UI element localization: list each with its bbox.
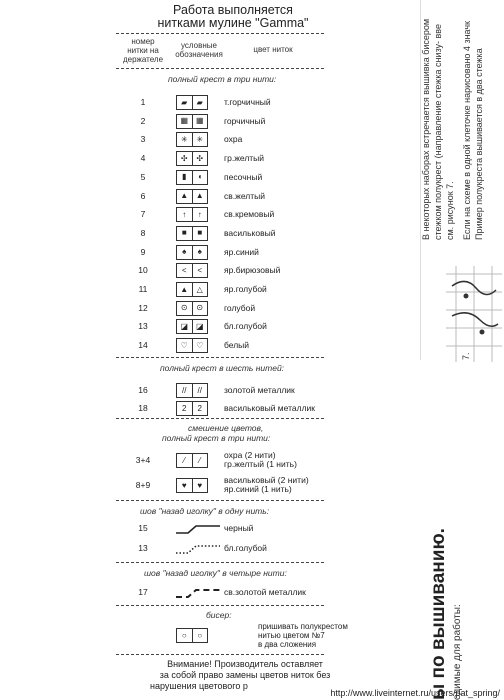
symbol-icon: // <box>197 385 202 395</box>
divider <box>116 654 324 655</box>
thread-color-name: яр.бирюзовый <box>224 265 281 276</box>
symbol-icon: ⁄ <box>199 455 201 465</box>
symbol-box <box>176 319 208 334</box>
beads-text-line: пришивать полукрестом <box>258 622 348 631</box>
thread-row <box>120 400 420 416</box>
beads-instructions <box>258 622 348 649</box>
symbol-icon: ▰ <box>196 97 203 107</box>
thread-number: 15 <box>138 523 148 533</box>
thread-row <box>120 281 420 297</box>
symbol-icon: 2 <box>177 402 193 415</box>
footer-line-2: за собой право замены цветов ниток без <box>159 670 331 680</box>
symbol-box <box>176 478 208 493</box>
bead-icon: ○ <box>177 629 193 642</box>
thread-number: 7 <box>140 209 146 220</box>
symbol-icon: ♡ <box>196 340 204 350</box>
symbol-icon: ◪ <box>177 320 193 333</box>
bead-icon: ○ <box>197 630 203 640</box>
divider <box>116 605 324 606</box>
backstitch-dotted-line <box>174 542 222 556</box>
title-line-1: Работа выполняется <box>173 3 293 17</box>
thread-number: 12 <box>138 302 148 313</box>
section-beads: бисер: <box>206 610 232 620</box>
symbol-box <box>176 453 208 468</box>
thread-number: 9 <box>140 246 146 257</box>
thread-number: 10 <box>138 265 148 276</box>
symbol-icon: ◖ <box>197 172 203 182</box>
header-line: условные <box>181 41 217 50</box>
thread-color-name: охра <box>224 134 243 145</box>
thread-number: 13 <box>138 543 148 553</box>
symbol-box <box>176 132 208 147</box>
symbol-box <box>176 151 208 166</box>
thread-row <box>120 262 420 278</box>
symbol-icon: ▲ <box>177 190 193 203</box>
thread-number: 16 <box>138 385 148 395</box>
symbol-box <box>176 383 208 398</box>
section-mix-line-1: смешение цветов, <box>188 423 264 433</box>
mix-color-secondary: яр.синий (1 нить) <box>224 484 292 494</box>
thread-row <box>120 150 420 166</box>
backstitch-solid-line <box>174 522 222 536</box>
divider <box>116 418 324 419</box>
header-color: цвет ниток <box>253 45 293 54</box>
right-text-2: стежком полукрест (направление стежка снизу- вве <box>433 24 443 240</box>
footer-line-1: Внимание! Производитель оставляет <box>167 659 323 669</box>
thread-number: 8 <box>140 227 146 238</box>
thread-color-name: яр.голубой <box>224 284 267 294</box>
bottom-rotated-subtitle: одимые для работы: <box>452 604 463 700</box>
thread-color-name: яр.синий <box>224 246 259 257</box>
thread-color-name: бл.голубой <box>224 321 267 332</box>
section-mix-line-2: полный крест в три нити: <box>162 433 271 443</box>
figure-label: 7. <box>461 352 471 360</box>
thread-number: 13 <box>138 321 148 332</box>
thread-color-name: гр.желтый <box>224 153 265 164</box>
thread-color-name: св.золотой металлик <box>224 587 306 597</box>
symbol-icon: ↑ <box>197 209 202 219</box>
symbol-icon: △ <box>196 284 203 294</box>
thread-row <box>120 131 420 147</box>
title-line-2: нитками мулине "Gamma" <box>157 16 309 30</box>
thread-number: 2 <box>140 115 146 126</box>
header-line: держателе <box>122 55 164 64</box>
thread-row <box>120 188 420 204</box>
divider <box>116 562 324 563</box>
bottom-rotated-heading: ы по вышиванию. <box>428 528 449 700</box>
header-symbols <box>168 41 230 59</box>
thread-number: 1 <box>140 97 146 107</box>
mix-color-primary: васильковый (2 нити) <box>224 475 309 485</box>
symbol-icon: ▮ <box>177 171 193 184</box>
thread-row <box>120 94 420 110</box>
section-full-cross-6: полный крест в шесть нитей: <box>160 363 285 373</box>
symbol-icon: ♥ <box>177 479 193 492</box>
symbol-icon: < <box>197 265 203 275</box>
thread-number: 14 <box>138 340 148 351</box>
symbol-icon: ⊙ <box>177 302 193 315</box>
symbol-icon: ▲ <box>195 191 204 200</box>
symbol-icon: ⁄ <box>177 454 193 467</box>
thread-number: 4 <box>140 153 146 164</box>
thread-row <box>120 206 420 222</box>
thread-number: 18 <box>138 403 148 413</box>
thread-number: 8+9 <box>135 480 151 490</box>
thread-number: 3+4 <box>135 455 151 465</box>
symbol-icon: ▲ <box>177 283 193 296</box>
thread-number: 5 <box>140 171 146 182</box>
symbol-box <box>176 95 208 110</box>
symbol-box <box>176 263 208 278</box>
symbol-icon: ✳ <box>196 134 204 144</box>
header-line: обозначения <box>175 50 223 59</box>
thread-color-name: белый <box>224 340 250 351</box>
symbol-icon: ♠ <box>177 246 193 259</box>
symbol-icon: ✣ <box>196 153 204 163</box>
symbol-icon: ▦ <box>177 115 193 128</box>
section-back-stitch-4: шов "назад иголку" в четыре нити: <box>144 568 287 578</box>
symbol-icon: ■ <box>197 228 203 238</box>
thread-row <box>120 244 420 260</box>
right-text-4: Если на схеме в одной клеточке нарисовано 4 значк <box>462 21 472 240</box>
symbol-box <box>176 301 208 316</box>
section-back-stitch-1: шов "назад иголку" в одну нить: <box>140 506 270 516</box>
thread-color-name: бл.голубой <box>224 543 267 553</box>
symbol-box <box>176 401 208 416</box>
beads-text-line: в два сложения <box>258 640 317 649</box>
watermark: http://www.liveinternet.ru/users/pat_spring/ <box>330 688 500 698</box>
thread-row <box>120 225 420 241</box>
symbol-icon: ■ <box>177 227 193 240</box>
symbol-box <box>176 245 208 260</box>
right-text-3: см. рисунок 7. <box>445 181 455 240</box>
beads-text-line: нитью цветом №7 <box>258 631 325 640</box>
symbol-box <box>176 207 208 222</box>
section-full-cross-3: полный крест в три нити: <box>168 74 277 84</box>
stitch-diagram-grid <box>446 266 502 362</box>
symbol-icon: ▦ <box>195 116 204 126</box>
footer-line-3: нарушения цветового р <box>150 681 248 691</box>
thread-row <box>120 300 420 316</box>
thread-color-name: васильковый металлик <box>224 403 316 413</box>
symbol-icon: ↑ <box>177 208 193 221</box>
divider <box>116 68 324 69</box>
divider <box>116 33 324 34</box>
bead-symbol-box <box>176 628 208 643</box>
symbol-icon: ⊙ <box>196 303 204 313</box>
thread-color-name: золотой металлик <box>224 385 295 395</box>
right-text-1: В некоторых наборах встречается вышивка бисером <box>421 18 431 240</box>
header-line: номер <box>131 37 155 46</box>
symbol-icon: ♠ <box>197 247 202 257</box>
mix-color-secondary: гр.желтый (1 нить) <box>224 459 297 469</box>
thread-row <box>120 318 420 334</box>
thread-row <box>120 382 420 398</box>
symbol-icon: ▰ <box>177 96 193 109</box>
thread-row <box>120 169 420 185</box>
backstitch-row <box>120 540 420 556</box>
thread-number: 11 <box>138 284 148 294</box>
header-thread-number <box>120 37 166 64</box>
thread-color-name: черный <box>224 523 254 533</box>
header-line: нитки на <box>127 46 159 55</box>
thread-color-name: т.горчичный <box>224 97 271 107</box>
right-text-5: Пример полукреста вышивается в два стежка <box>474 48 484 240</box>
backstitch-dashed-line <box>174 586 222 600</box>
symbol-box <box>176 282 208 297</box>
backstitch-row <box>120 520 420 536</box>
divider <box>116 500 324 501</box>
symbol-icon: ◪ <box>195 321 204 331</box>
thread-color-name: св.кремовый <box>224 209 275 220</box>
thread-color-name: васильковый <box>224 227 276 238</box>
symbol-icon: ✣ <box>177 152 193 165</box>
symbol-icon: // <box>177 384 193 397</box>
thread-number: 3 <box>140 134 146 145</box>
symbol-box <box>176 226 208 241</box>
symbol-box <box>176 114 208 129</box>
thread-color-name: голубой <box>224 302 256 313</box>
symbol-icon: < <box>177 264 193 277</box>
symbol-box <box>176 338 208 353</box>
thread-color-name: горчичный <box>224 115 266 126</box>
thread-color-name: песочный <box>224 171 263 182</box>
thread-row <box>120 337 420 353</box>
thread-row <box>120 452 420 468</box>
divider <box>116 357 324 358</box>
symbol-icon: 2 <box>197 403 202 413</box>
backstitch-row <box>120 584 420 600</box>
symbol-box <box>176 189 208 204</box>
thread-number: 17 <box>138 587 148 597</box>
symbol-icon: ♡ <box>177 339 193 352</box>
symbol-icon: ♥ <box>197 480 203 490</box>
thread-number: 6 <box>140 190 146 201</box>
thread-row <box>120 477 420 493</box>
symbol-icon: ✳ <box>177 133 193 146</box>
mix-color-primary: охра (2 нити) <box>224 450 276 460</box>
symbol-box <box>176 170 208 185</box>
thread-row <box>120 113 420 129</box>
thread-color-name: св.желтый <box>224 190 265 201</box>
